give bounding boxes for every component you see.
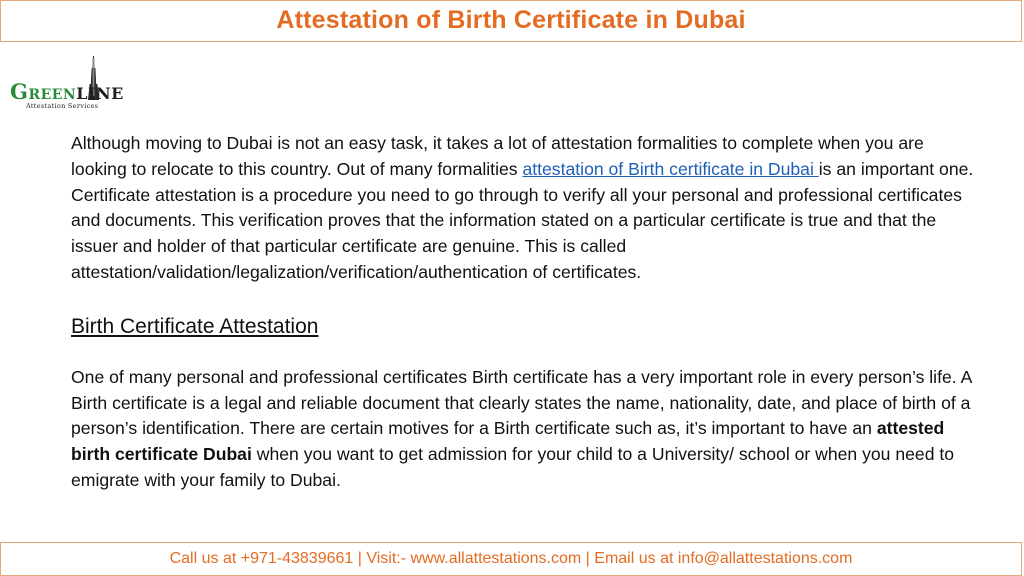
bold-keyword: attested birth certificate Dubai [71, 418, 945, 465]
section-paragraph: One of many personal and professional certificates Birth certificate has a very important role in every person’s life. A Birth certificate is a legal and reliable document that clearly states the name, nationality, date, and place of birth of a person’s identification. There are certain motives for a Birth certificate such as, it’s important to have an attested birth certificate Dubai when you want to get admission for your child to a University/ school or when you need to emigrate with your family to Dubai. [71, 366, 972, 490]
company-logo [10, 54, 122, 112]
footer-bar [0, 542, 1022, 576]
title-bar [0, 0, 1022, 42]
birth-certificate-link[interactable]: attestation of Birth certificate in Dubai [522, 158, 819, 179]
article-content [71, 131, 976, 494]
logo-wordmark: GREENLINE [10, 79, 124, 104]
page-title: Attestation of Birth Certificate in Dubai [276, 6, 746, 34]
logo-subtitle: Attestation Services [26, 102, 99, 110]
intro-paragraph: Although moving to Dubai is not an easy task, it takes a lot of attestation formalities to complete when you are looking to relocate to this country. Out of many formalities attestation of Birth certificate in Dubai is an important one. Certificate attestation is a procedure you need to go through to verify all your personal and professional certificates and documents. This verification proves that the information stated on a particular certificate is true and that the issuer and holder of that particular certificate are genuine. This is called attestation/validation/legalization/verification/authentication of certificates. [71, 133, 974, 282]
section-heading: Birth Certificate Attestation [71, 314, 319, 338]
contact-info: Call us at +971-43839661 | Visit:- www.allattestations.com | Email us at info@allattestations.com [169, 550, 853, 567]
